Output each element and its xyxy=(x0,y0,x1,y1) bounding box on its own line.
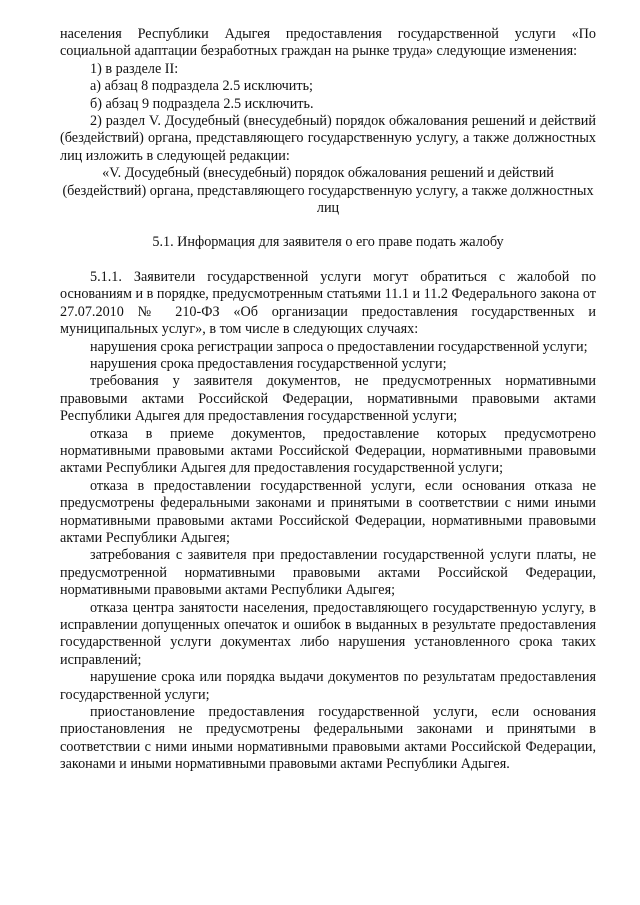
section-v-change: 2) раздел V. Досудебный (внесудебный) порядок обжалования решений и действий (бездействий) органа, представляющего государственную услугу, а также должностных лиц изложить в следующей редакции: xyxy=(60,113,596,164)
case-refusal-acceptance: отказа в приеме документов, предоставление которых предусмотрено нормативными правовыми актами Российской Федерации, нормативными правовыми актами Республики Адыгея для предоставления государственной услуги; xyxy=(60,425,596,477)
case-correction-refusal: отказа центра занятости населения, предоставляющего государственную услугу, в исправлении допущенных опечаток и ошибок в выданных в результате предоставления государственной услуги документах либо нарушения установленного срока таких исправлений; xyxy=(60,599,596,668)
section-ii-heading: 1) в разделе II: xyxy=(90,60,179,77)
case-issuance-violation: нарушение срока или порядка выдачи документов по результатам предоставления государственной услуги; xyxy=(60,669,596,703)
item-b: б) абзац 9 подраздела 2.5 исключить. xyxy=(90,95,314,112)
case-suspension: приостановление предоставления государственной услуги, если основания приостановления не предусмотрены федеральными законами и принятыми в соответствии с ними иными нормативными правовыми актами Российской Федерации, законами и иными нормативными правовыми актами Республики Адыгея. xyxy=(60,704,596,773)
intro-paragraph: населения Республики Адыгея предоставления государственной услуги «По социальной адаптации безработных граждан на рынке труда» следующие изменения: xyxy=(60,26,596,60)
case-fee-demand: затребования с заявителя при предоставлении государственной услуги платы, не предусмотренной нормативными правовыми актами Российской Федерации, нормативными правовыми актами Республики Адыгея; xyxy=(60,547,596,599)
case-extra-documents: требования у заявителя документов, не предусмотренных нормативными правовыми актами Российской Федерации, нормативными правовыми актами Республики Адыгея для предоставления государственной услуги; xyxy=(60,373,596,425)
document-page xyxy=(60,26,596,774)
item-a: а) абзац 8 подраздела 2.5 исключить; xyxy=(90,78,313,95)
case-registration-delay: нарушения срока регистрации запроса о предоставлении государственной услуги; xyxy=(90,338,588,355)
case-refusal-service: отказа в предоставлении государственной услуги, если основания отказа не предусмотрены федеральными законами и принятыми в соответствии с ними иными нормативными правовыми актами Российской Федерации, нормативными правовыми актами Республики Адыгея; xyxy=(60,477,596,546)
section-v-title: «V. Досудебный (внесудебный) порядок обжалования решений и действий (бездействий) органа, представляющего государственную услугу, а также должностных лиц xyxy=(62,165,594,217)
case-service-delay: нарушения срока предоставления государственной услуги; xyxy=(90,355,447,372)
clause-5-1-1: 5.1.1. Заявители государственной услуги могут обратиться с жалобой по основаниям и в порядке, предусмотренным статьями 11.1 и 11.2 Федерального закона от 27.07.2010 № 210-ФЗ «Об организации предоставления государственных и муниципальных услуг», в том числе в следующих случаях: xyxy=(60,268,596,338)
subsection-5-1-title: 5.1. Информация для заявителя о его праве подать жалобу xyxy=(152,234,504,251)
